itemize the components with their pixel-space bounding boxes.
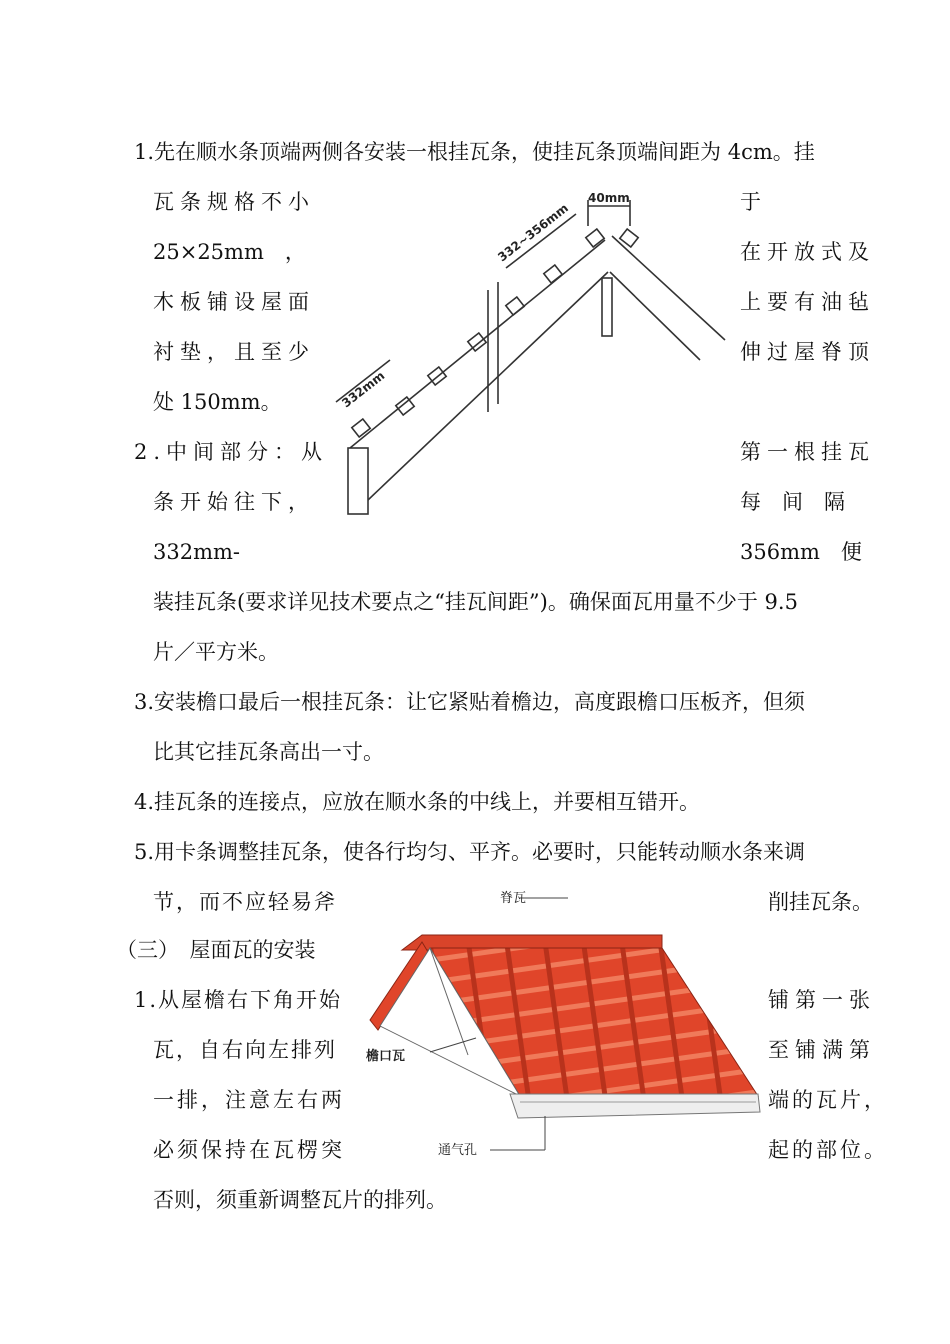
s1-line3-right: 端的瓦片，	[768, 1088, 888, 1112]
p2-line3-left: 332mm-	[153, 540, 241, 564]
section-heading: （三） 屋面瓦的安装	[116, 938, 316, 962]
p2-line4: 装挂瓦条(要求详见技术要点之“挂瓦间距”)。确保面瓦用量不少于 9.5	[153, 590, 798, 614]
s1-line2-left: 瓦，自右向左排列	[153, 1038, 337, 1062]
p2-line5: 片／平方米。	[153, 640, 279, 664]
p1-line5-right: 伸过屋脊顶	[740, 340, 875, 364]
p1-line6: 处 150mm。	[153, 390, 282, 414]
p1-line1: 1.先在顺水条顶端两侧各安装一根挂瓦条，使挂瓦条顶端间距为 4cm。挂	[134, 140, 815, 164]
p5-line2-left: 节，而不应轻易斧	[153, 890, 337, 914]
p2-line1-right: 第一根挂瓦	[740, 440, 875, 464]
label-eave-tile: 檐口瓦	[366, 1049, 406, 1064]
p1-line3-right: 在开放式及	[740, 240, 875, 264]
s1-line3-left: 一排，注意左右两	[153, 1088, 345, 1112]
p3-line1: 3.安装檐口最后一根挂瓦条：让它紧贴着檐边，高度跟檐口压板齐，但须	[134, 690, 806, 714]
label-332mm: 332mm	[339, 368, 388, 411]
label-40mm: 40mm	[588, 191, 630, 205]
label-vent-hole: 通气孔	[438, 1143, 478, 1158]
p4-line: 4.挂瓦条的连接点，应放在顺水条的中线上，并要相互错开。	[134, 790, 701, 814]
p1-line4-right: 上要有油毡	[740, 290, 875, 314]
p2-line2-left: 条开始往下，	[153, 490, 315, 514]
p1-line3-left: 25×25mm ，	[153, 240, 306, 264]
p1-line5-left: 衬垫，且至少	[153, 340, 315, 364]
label-332-356mm: 332~356mm	[495, 200, 571, 265]
s1-line1-right: 铺第一张	[768, 988, 876, 1012]
batten-spacing-diagram	[330, 190, 730, 520]
p2-line1-left: 2.中间部分：从	[134, 440, 329, 464]
p5-line2-right: 削挂瓦条。	[768, 890, 873, 914]
s1-line4-left: 必须保持在瓦楞突	[153, 1138, 345, 1162]
p5-line1: 5.用卡条调整挂瓦条，使各行均匀、平齐。必要时，只能转动顺水条来调	[134, 840, 806, 864]
p2-line2-right: 每 间 隔	[740, 490, 845, 514]
p1-line4-left: 木板铺设屋面	[153, 290, 315, 314]
s1-line4-right: 起的部位。	[768, 1138, 888, 1162]
s1-line1-left: 1.从屋檐右下角开始	[134, 988, 343, 1012]
tiled-roof-diagram	[350, 880, 770, 1170]
p2-line3-right: 356mm 便	[740, 540, 862, 564]
p3-line2: 比其它挂瓦条高出一寸。	[153, 740, 384, 764]
s1-line5: 否则，须重新调整瓦片的排列。	[153, 1188, 447, 1212]
p1-line2-right: 于	[740, 190, 761, 214]
p1-line2-left: 瓦条规格不小	[153, 190, 315, 214]
label-ridge-tile: 脊瓦	[500, 891, 527, 906]
s1-line2-right: 至铺满第	[768, 1038, 876, 1062]
